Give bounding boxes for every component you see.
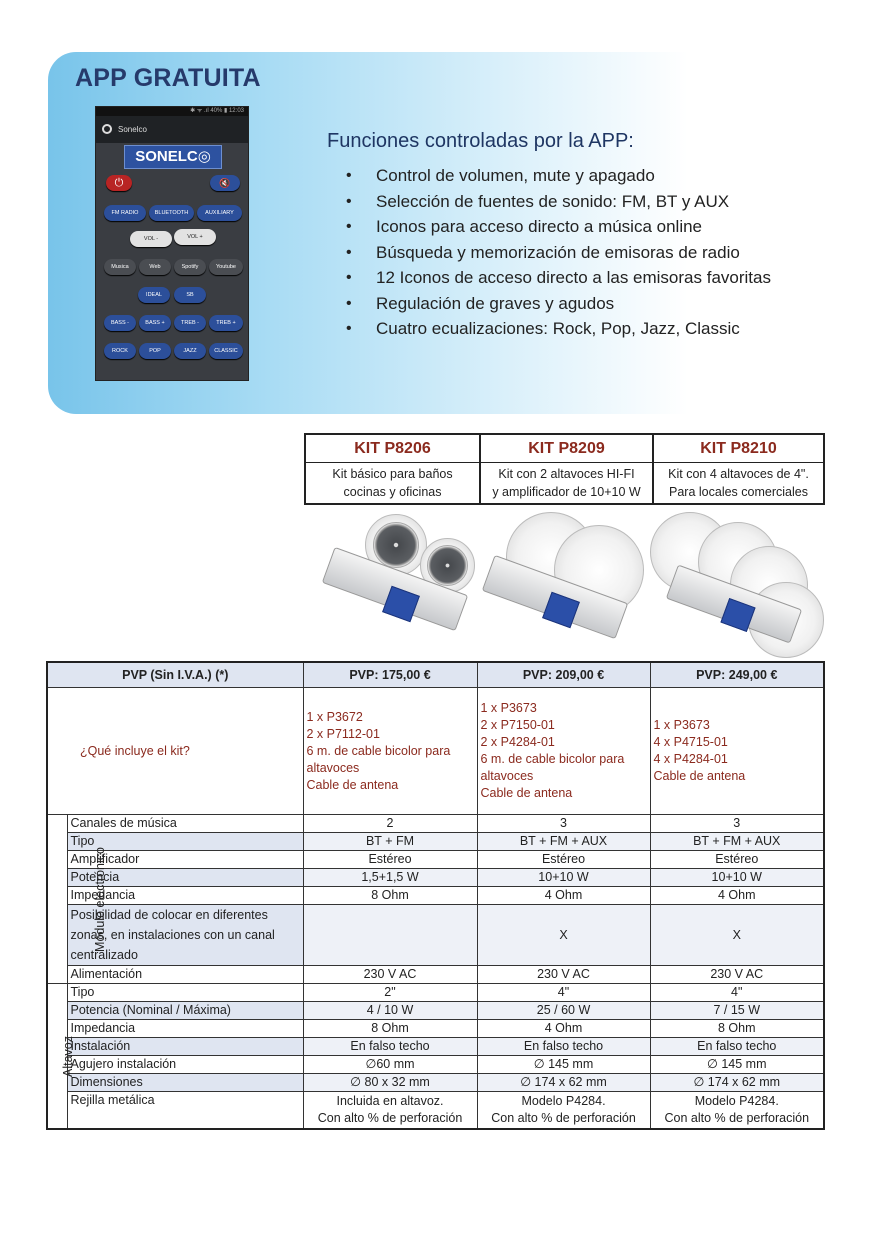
web-button[interactable]: Web xyxy=(139,259,171,275)
sonelco-logo: SONELC◎ xyxy=(124,145,222,169)
sb-button[interactable]: SB xyxy=(174,287,206,303)
functions-list xyxy=(346,163,771,342)
cell-value: En falso techo xyxy=(477,1038,650,1056)
cell-value: 10+10 W xyxy=(650,869,824,887)
cell-value xyxy=(303,905,477,966)
youtube-button[interactable]: Youtube xyxy=(209,259,243,275)
classic-button[interactable]: CLASSIC xyxy=(209,343,243,359)
table-row xyxy=(47,1038,824,1056)
section-speaker-text: Altavoz xyxy=(61,1035,75,1077)
rock-button[interactable]: ROCK xyxy=(104,343,136,359)
cell-value: X xyxy=(477,905,650,966)
speaker-image xyxy=(427,545,468,586)
cell-value: Modelo P4284. Con alto % de perforación xyxy=(650,1092,824,1130)
cell-value: 1,5+1,5 W xyxy=(303,869,477,887)
table-row xyxy=(47,1056,824,1074)
table-row xyxy=(47,1002,824,1020)
section-speaker-label xyxy=(47,984,75,1130)
cell-value: Estéreo xyxy=(477,851,650,869)
phone-screenshot xyxy=(95,106,249,381)
kit-name: KIT P8209 xyxy=(481,435,652,463)
cell-value: ∅ 145 mm xyxy=(477,1056,650,1074)
kit-p8209-image xyxy=(478,510,646,658)
function-item: • Búsqueda y memorización de emisoras de radio xyxy=(346,240,771,266)
cell-value: 25 / 60 W xyxy=(477,1002,650,1020)
kit-description: Kit básico para baños cocinas y oficinas xyxy=(332,467,453,499)
function-item: • Selección de fuentes de sonido: FM, BT y AUX xyxy=(346,189,771,215)
bass-minus-button[interactable]: BASS - xyxy=(104,315,136,331)
cell-value: 4 / 10 W xyxy=(303,1002,477,1020)
cell-value: ∅ 145 mm xyxy=(650,1056,824,1074)
function-item: • Iconos para acceso directo a música online xyxy=(346,214,771,240)
phone-app-name: Sonelco xyxy=(118,125,147,134)
table-row xyxy=(47,869,824,887)
row-label: Agujero instalación xyxy=(67,1056,303,1074)
cell-value: En falso techo xyxy=(303,1038,477,1056)
cell-value: 8 Ohm xyxy=(650,1020,824,1038)
function-item: • Regulación de graves y agudos xyxy=(346,291,771,317)
cell-value: 3 xyxy=(477,815,650,833)
row-label: Amplificador xyxy=(67,851,303,869)
pvp-row xyxy=(47,662,824,688)
cell-value: 10+10 W xyxy=(477,869,650,887)
cell-value: X xyxy=(650,905,824,966)
cell-value: BT + FM + AUX xyxy=(650,833,824,851)
cell-value: ∅60 mm xyxy=(303,1056,477,1074)
includes-row xyxy=(47,688,824,815)
cell-value: 2 xyxy=(303,815,477,833)
power-button[interactable]: ⏻ xyxy=(106,175,132,191)
pvp-value: PVP: 175,00 € xyxy=(303,662,477,688)
table-row xyxy=(47,815,824,833)
kit-name: KIT P8210 xyxy=(654,435,823,463)
cell-value: 230 V AC xyxy=(477,966,650,984)
table-row xyxy=(47,1074,824,1092)
section-module-text: Módulo electrónico xyxy=(92,846,107,952)
table-row xyxy=(47,833,824,851)
cell-value: Incluida en altavoz. Con alto % de perforación xyxy=(303,1092,477,1130)
spec-table xyxy=(46,661,825,1130)
table-row xyxy=(47,851,824,869)
musica-button[interactable]: Musica xyxy=(104,259,136,275)
spotify-button[interactable]: Spotify xyxy=(174,259,206,275)
pop-button[interactable]: POP xyxy=(139,343,171,359)
cell-value: ∅ 174 x 62 mm xyxy=(477,1074,650,1092)
kit-description: Kit con 4 altavoces de 4". Para locales comerciales xyxy=(668,467,809,499)
cell-value: BT + FM + AUX xyxy=(477,833,650,851)
row-label: Canales de música xyxy=(67,815,303,833)
includes-value: 1 x P3672 2 x P7112-01 6 m. de cable bicolor para altavoces Cable de antena xyxy=(303,688,477,815)
cell-value: 8 Ohm xyxy=(303,887,477,905)
row-label: Potencia xyxy=(67,869,303,887)
phone-status-bar: ✱ ᯤ .ıl 40% ▮ 12:03 xyxy=(96,107,248,116)
cell-value: 2" xyxy=(303,984,477,1002)
row-label: Impedancia xyxy=(67,887,303,905)
cell-value: 7 / 15 W xyxy=(650,1002,824,1020)
cell-value: 4 Ohm xyxy=(477,887,650,905)
includes-value: 1 x P3673 2 x P7150-01 2 x P4284-01 6 m. de cable bicolor para altavoces Cable de antena xyxy=(477,688,650,815)
kit-header-p8210 xyxy=(652,435,823,503)
speaker-image xyxy=(373,522,419,568)
kit-header-p8209 xyxy=(479,435,652,503)
cell-value: ∅ 174 x 62 mm xyxy=(650,1074,824,1092)
table-row xyxy=(47,905,824,966)
cell-value: 4" xyxy=(650,984,824,1002)
kit-p8210-image xyxy=(650,510,825,658)
cell-value: 4 Ohm xyxy=(650,887,824,905)
cell-value: Estéreo xyxy=(303,851,477,869)
cell-value: Modelo P4284. Con alto % de perforación xyxy=(477,1092,650,1130)
row-label: Impedancia xyxy=(67,1020,303,1038)
cell-value: BT + FM xyxy=(303,833,477,851)
phone-app-bar xyxy=(96,116,248,143)
includes-value: 1 x P3673 4 x P4715-01 4 x P4284-01 Cable de antena xyxy=(650,688,824,815)
row-label: Posibilidad de colocar en diferentes zonas, en instalaciones con un canal centralizado xyxy=(67,905,303,966)
functions-title: Funciones controladas por la APP: xyxy=(327,130,634,152)
vol-plus-button[interactable]: VOL + xyxy=(174,229,216,245)
row-label: Tipo xyxy=(67,984,303,1002)
app-title: APP GRATUITA xyxy=(75,64,261,92)
kit-description: Kit con 2 altavoces HI-FI y amplificador de 10+10 W xyxy=(492,467,641,499)
cell-value: ∅ 80 x 32 mm xyxy=(303,1074,477,1092)
kit-p8206-image xyxy=(310,510,475,658)
kit-header-table xyxy=(304,433,825,505)
cell-value: Estéreo xyxy=(650,851,824,869)
auxiliary-button[interactable]: AUXILIARY xyxy=(197,205,242,221)
mute-button[interactable]: 🔇 xyxy=(210,175,240,191)
row-label: Alimentación xyxy=(67,966,303,984)
row-label: Dimensiones xyxy=(67,1074,303,1092)
table-row xyxy=(47,984,824,1002)
cell-value: En falso techo xyxy=(650,1038,824,1056)
table-row xyxy=(47,887,824,905)
treb-minus-button[interactable]: TREB - xyxy=(174,315,206,331)
table-row xyxy=(47,966,824,984)
kit-name: KIT P8206 xyxy=(306,435,479,463)
bluetooth-button[interactable]: BLUETOOTH xyxy=(149,205,194,221)
cell-value: 230 V AC xyxy=(303,966,477,984)
includes-label: ¿Qué incluye el kit? xyxy=(47,688,303,815)
app-logo-icon xyxy=(102,124,112,134)
cell-value: 3 xyxy=(650,815,824,833)
vol-minus-button[interactable]: VOL - xyxy=(130,231,172,247)
pvp-label: PVP (Sin I.V.A.) (*) xyxy=(47,662,303,688)
cell-value: 4" xyxy=(477,984,650,1002)
ideal-button[interactable]: IDEAL xyxy=(138,287,170,303)
function-item: • Control de volumen, mute y apagado xyxy=(346,163,771,189)
bass-plus-button[interactable]: BASS + xyxy=(139,315,171,331)
jazz-button[interactable]: JAZZ xyxy=(174,343,206,359)
table-row xyxy=(47,1092,824,1130)
pvp-value: PVP: 209,00 € xyxy=(477,662,650,688)
row-label: Tipo xyxy=(67,833,303,851)
row-label: Instalación xyxy=(67,1038,303,1056)
pvp-value: PVP: 249,00 € xyxy=(650,662,824,688)
cell-value: 230 V AC xyxy=(650,966,824,984)
table-row xyxy=(47,1020,824,1038)
kit-header-p8206 xyxy=(306,435,479,503)
treb-plus-button[interactable]: TREB + xyxy=(209,315,243,331)
cell-value: 4 Ohm xyxy=(477,1020,650,1038)
fm-radio-button[interactable]: FM RADIO xyxy=(104,205,146,221)
row-label: Potencia (Nominal / Máxima) xyxy=(67,1002,303,1020)
cell-value: 8 Ohm xyxy=(303,1020,477,1038)
row-label: Rejilla metálica xyxy=(67,1092,303,1130)
function-item: • 12 Iconos de acceso directo a las emisoras favoritas xyxy=(346,265,771,291)
function-item: • Cuatro ecualizaciones: Rock, Pop, Jazz, Classic xyxy=(346,316,771,342)
